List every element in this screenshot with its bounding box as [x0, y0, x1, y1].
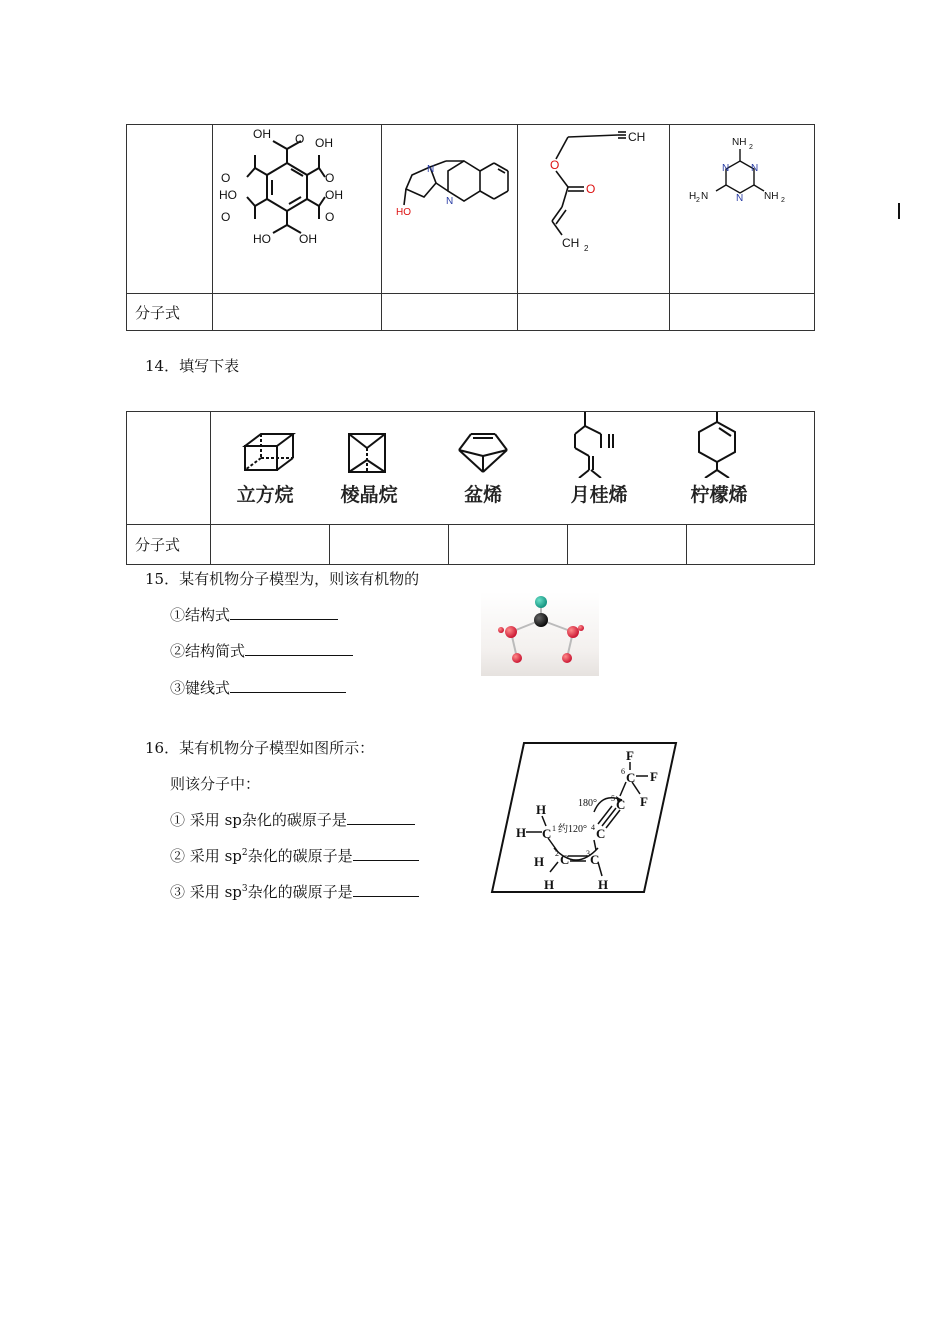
melamine-structure — [670, 125, 814, 289]
limonene-structure — [691, 412, 745, 478]
q16-item-suffix: 杂化的碳原子是 — [241, 811, 347, 829]
row-label-formula: 分子式 — [127, 294, 213, 331]
question-16-title: 16．某有机物分子模型如图所示： — [145, 739, 375, 757]
q16-item-suffix: 杂化的碳原子是 — [247, 883, 353, 901]
name-prismane: 棱晶烷 — [340, 484, 398, 506]
vasicine-structure — [382, 125, 517, 289]
q16-item-sp3 — [170, 881, 419, 902]
svg-text:CH: CH — [628, 130, 646, 144]
benzvalene-structure — [455, 430, 511, 476]
q16-item-superscript: 2 — [241, 848, 248, 858]
name-benzvalene: 盆烯 — [464, 484, 503, 506]
structure-cell-vasicine — [382, 125, 518, 294]
name-cubane: 立方烷 — [236, 484, 294, 506]
answer-blank[interactable] — [245, 641, 353, 656]
svg-text:H: H — [544, 877, 555, 892]
q16-item-sp — [170, 809, 415, 830]
svg-text:HO: HO — [253, 232, 271, 246]
row-label-formula: 分子式 — [127, 525, 211, 565]
prismane-structure — [343, 430, 393, 476]
svg-text:约120°: 约120° — [558, 824, 587, 835]
svg-text:N: N — [701, 191, 709, 202]
svg-text:2: 2 — [555, 849, 559, 858]
svg-text:OH: OH — [299, 232, 317, 246]
svg-text:H: H — [689, 191, 697, 202]
q15-item-label: ③键线式 — [170, 679, 231, 697]
question-15-title: 15．某有机物分子模型为，则该有机物的 — [145, 570, 420, 588]
molecule-plane-figure — [490, 740, 680, 896]
svg-text:HO: HO — [219, 188, 237, 202]
q16-item-prefix: 采用 sp — [189, 883, 242, 901]
structure-cell-melamine — [670, 125, 815, 294]
svg-text:F: F — [626, 748, 634, 763]
svg-text:N: N — [736, 193, 744, 204]
svg-text:O: O — [295, 132, 305, 146]
q16-item-prefix: 采用 sp — [189, 847, 242, 865]
svg-text:C: C — [560, 852, 570, 867]
q16-item-sp2 — [170, 845, 419, 866]
table-molecular-formulas-1 — [126, 124, 815, 331]
svg-text:C: C — [590, 852, 600, 867]
answer-cell[interactable] — [686, 525, 814, 565]
answer-cell[interactable] — [211, 525, 330, 565]
svg-text:O: O — [221, 210, 231, 224]
svg-text:C: C — [596, 826, 606, 841]
empty-header-cell — [127, 125, 213, 294]
answer-blank[interactable] — [353, 882, 419, 897]
q15-item-label: ①结构式 — [170, 606, 231, 624]
name-myrcene: 月桂烯 — [570, 484, 628, 506]
svg-text:OH: OH — [253, 127, 271, 141]
svg-text:H: H — [536, 802, 547, 817]
q15-item-skeletal-formula — [170, 677, 346, 698]
answer-cell[interactable] — [213, 294, 382, 331]
svg-text:HO: HO — [396, 207, 411, 218]
structure-cell-propargyl-acrylate — [518, 125, 670, 294]
svg-text:O: O — [586, 182, 596, 196]
svg-text:NH: NH — [732, 137, 747, 148]
answer-blank[interactable] — [347, 810, 415, 825]
svg-text:H: H — [516, 825, 527, 840]
answer-cell[interactable] — [518, 294, 670, 331]
cubane-structure — [239, 430, 299, 474]
table-molecular-formulas-2 — [126, 411, 815, 565]
svg-text:OH: OH — [315, 136, 333, 150]
answer-blank[interactable] — [230, 678, 346, 693]
q15-item-condensed-formula — [170, 640, 353, 661]
q16-item-number: ③ — [170, 883, 186, 901]
svg-text:180°: 180° — [578, 798, 597, 809]
q16-item-prefix: 采用 sp — [189, 811, 242, 829]
structures-row — [211, 412, 815, 525]
svg-text:F: F — [640, 794, 648, 809]
svg-text:6: 6 — [621, 767, 625, 776]
svg-text:2: 2 — [781, 197, 785, 204]
ball-and-stick-model-image — [481, 592, 599, 676]
svg-text:C: C — [626, 770, 636, 785]
q15-item-label: ②结构简式 — [170, 642, 246, 660]
propargyl-acrylate-structure — [518, 125, 669, 289]
myrcene-structure — [573, 412, 623, 478]
svg-text:N: N — [722, 163, 730, 174]
q16-item-number: ① — [170, 811, 186, 829]
svg-text:O: O — [550, 158, 560, 172]
svg-text:N: N — [446, 196, 454, 207]
svg-text:H: H — [598, 877, 609, 892]
svg-text:N: N — [751, 163, 759, 174]
answer-blank[interactable] — [353, 846, 419, 861]
svg-text:NH: NH — [764, 191, 779, 202]
svg-text:CH: CH — [562, 236, 580, 250]
answer-cell[interactable] — [568, 525, 687, 565]
svg-text:O: O — [221, 171, 231, 185]
svg-text:F: F — [650, 769, 658, 784]
name-limonene: 柠檬烯 — [690, 484, 748, 506]
svg-text:2: 2 — [749, 144, 753, 151]
answer-blank[interactable] — [230, 605, 338, 620]
svg-text:5: 5 — [611, 794, 615, 803]
q16-item-suffix: 杂化的碳原子是 — [247, 847, 353, 865]
answer-cell[interactable] — [670, 294, 815, 331]
q16-item-superscript: 3 — [241, 884, 248, 894]
text-cursor — [898, 203, 900, 219]
svg-text:O: O — [325, 171, 335, 185]
q16-item-number: ② — [170, 847, 186, 865]
q15-item-structural-formula — [170, 604, 338, 625]
mellitic-acid-structure — [213, 125, 381, 289]
empty-header-cell — [127, 412, 211, 525]
svg-text:OH: OH — [325, 188, 343, 202]
answer-cell[interactable] — [330, 525, 449, 565]
svg-text:H: H — [534, 854, 545, 869]
svg-text:C: C — [542, 826, 552, 841]
question-16-subtitle: 则该分子中： — [170, 775, 261, 793]
svg-text:4: 4 — [591, 823, 595, 832]
svg-text:C: C — [616, 797, 626, 812]
svg-text:N: N — [427, 164, 435, 175]
svg-text:1: 1 — [552, 824, 556, 833]
svg-text:2: 2 — [696, 197, 700, 204]
question-14-title: 14．填写下表 — [145, 357, 240, 375]
answer-cell[interactable] — [382, 294, 518, 331]
answer-cell[interactable] — [449, 525, 568, 565]
structure-cell-mellitic-acid — [213, 125, 382, 294]
svg-text:2: 2 — [584, 244, 589, 253]
svg-text:3: 3 — [586, 849, 590, 858]
svg-text:O: O — [325, 210, 335, 224]
